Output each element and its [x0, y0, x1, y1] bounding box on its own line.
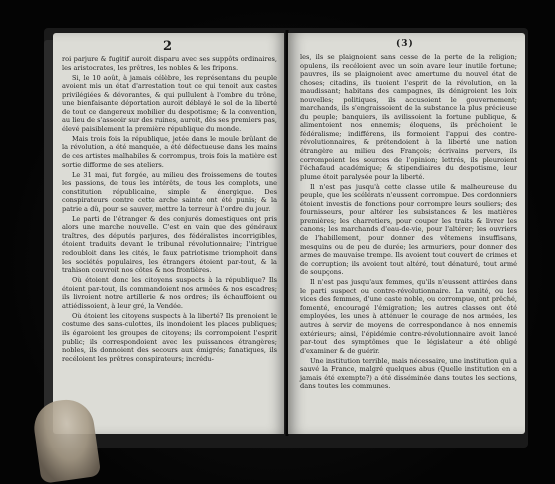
paragraph: les, ils se plaignoient sans cesse de la perte de la religion; opulens, ils recéloient avec un soin avare leur inutile fortune; pauvres, ils se plaignoient avec amertume du nouvel état de choses; citadins, ils tuoient l'esprit de la révolution, en la maudissant; habitans des campagnes, ils dénigroient les loix nouvelles; politiques, ils accusoient le gouvernement; marchands, ils s'engraissoient de la substance la plus précieuse du peuple; banquiers, ils avilissoient la fortune publique, & alimentoient nos ennemis; éloquens, ils prêchoient le fédéralisme; indifférens, ils formoient l'appui des contre-révolutionnaires, & prétendoient à la liberté une nation étrangère au milieu des François; écrivains pervers, ils corrompoient les sources de l'opinion; lettrés, ils pleuroient l'échafaud académique; & stipendiaires du despotisme, leur plume étoit paralysée pour la liberté.: [300, 53, 517, 181]
paragraph: Une institution terrible, mais nécessaire, une institution qui a sauvé la France, malgré quelques abus (Quelle institution en a jamais été exempte?) a été disséminée dans toutes les sections, dans toutes les communes.: [300, 356, 517, 391]
paragraph: Le parti de l'étranger & des conjurés domestiques ont pris alors une marche nouvelle. C'est en vain que des généraux traîtres, des députés parjures, des fédéralistes incorrigibles, étoient traduits devant le tribunal révolutionnaire; l'intrigue redoubloit dans les cités, le faux patriotisme triomphoit dans les sociétés populaires, les étrangers étoient par-tout, & la trahison couvroit nos côtes & nos frontières.: [62, 214, 277, 275]
right-page-text: [300, 53, 517, 392]
paragraph: Où étoient donc les citoyens suspects à la république? Ils étoient par-tout, ils commandoient nos armées & nos escadres; ils livroient notre artillerie & nos ordres; ils échauffoient ou attiédissoient, à leur gré, la Vendée.: [62, 276, 277, 310]
left-page-number: 2: [163, 39, 174, 54]
right-page-number: (3): [396, 39, 414, 49]
paragraph: Si, le 10 août, à jamais célèbre, les représentans du peuple avoient mis un état d'arrestation tout ce qui tenoit aux castes privilégiées & dévorantes, & qui pullulent à l'ombre du trône, une bienfaisante déportation auroit déblayé le sol de la liberté de tout ce dangereux mobilier du despotisme; & la convention, au lieu de s'asseoir sur des ruines, auroit, dès ses premiers pas, élevé paisiblement la première république du monde.: [62, 73, 277, 133]
paragraph: Il n'est pas jusqu'à cette classe utile & malheureuse du peuple, que les scélérats n'eussent corrompue. Des cordonniers étoient investis de fonctions pour corrompre leurs souliers; des fournisseurs, pour altérer les subsistances & les matières premières; les charretiers, pour couper les traits & livrer les canons; les marchands d'eau-de-vie, pour l'altérer; les ouvriers de l'habillement, pour donner des vêtemens insuffisans, mesquins ou de peu de durée; les armuriers, pour donner des armes de mauvaise trempe. Ils avoient tout couvert de crimes et de corruption; ils avoient tout altéré, tout dénaturé, tout armé de soupçons.: [300, 182, 517, 277]
right-page: [288, 33, 525, 434]
paragraph: Mais trois fois la république, jetée dans le moule brûlant de la révolution, a été manquée, a été défectueuse dans les mains de ces artistes malhabiles & corrompus, trois fois la matière est sortie difforme de ses ateliers.: [62, 134, 277, 169]
left-page: [53, 33, 286, 434]
paragraph: Il n'est pas jusqu'aux femmes, qu'ils n'eussent attirées dans le parti suspect ou contre-révolutionnaire. La vanité, ou les vices des femmes, d'une caste noble, ou corrompue, ont prêché, fomenté, encouragé l'émigration; les autres classes ont été employées, les unes à atténuer le courage de nos armées, les autres à servir de moyens de correspondance à nos ennemis extérieurs; ainsi, l'épidémie contre-révolutionnaire avoit lancé par-tout des symptômes que le législateur a été obligé d'examiner & de guérir.: [300, 278, 517, 355]
left-page-text: [62, 55, 277, 365]
paragraph: Où étoient les citoyens suspects à la liberté? Ils prenoient le costume des sans-culottes, ils inondoient les places publiques; ils égaroient les groupes de citoyens; ils corrompoient l'esprit public; ils correspondoient avec les puissances étrangères; nobles, ils donnoient des secours aux émigrés; fanatiques, ils recéloient les prêtres conspirateurs; incrédu-: [62, 311, 277, 363]
paragraph: Le 31 mai, fut forgée, au milieu des froissemens de toutes les passions, de tous les intérêts, de tous les complots, une constitution républicaine, simple & énergique. Des conspirateurs contre cette arche sainte ont été punis; & la patrie a dû, pour se sauver, mettre la terreur à l'ordre du jour.: [62, 170, 277, 213]
paragraph: roi parjure & fugitif auroit disparu avec ses suppôts ordinaires, les aristocrates, les prêtres, les nobles & les fripons.: [62, 55, 277, 72]
